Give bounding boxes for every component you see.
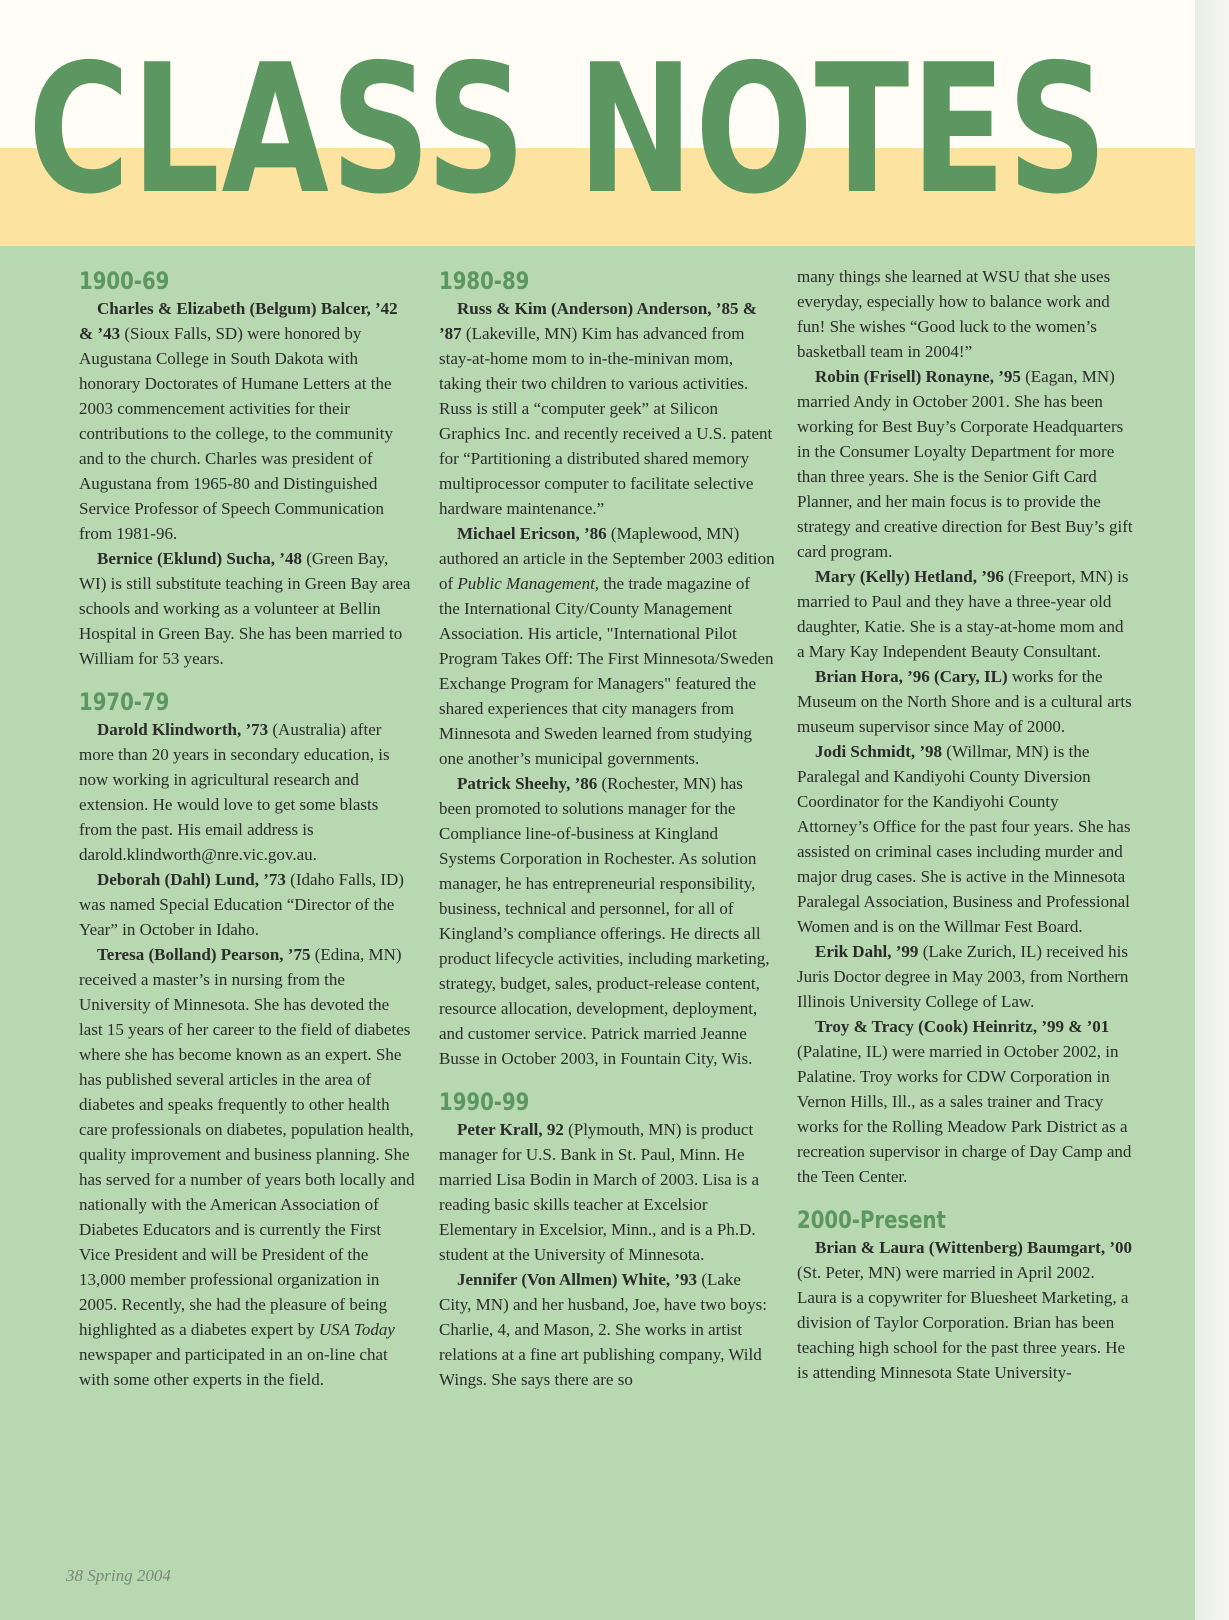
alumni-name: Deborah (Dahl) Lund, ’73 bbox=[97, 870, 286, 889]
page-title: CLASS NOTES bbox=[28, 26, 1109, 233]
alumni-name: Erik Dahl, ’99 bbox=[815, 942, 919, 961]
alumni-name: Jennifer (Von Allmen) White, ’93 bbox=[457, 1270, 698, 1289]
entry-text: (Lakeville, MN) Kim has advanced from stay-at-home mom to in-the-minivan mom, taking their two children to various activities. Russ is still a “computer geek” at Silicon Graphics Inc. and recently received a U.S. patent for “Partitioning a distributed shared memory multiprocessor computer to facilitate selective hardware maintenance.” bbox=[439, 324, 773, 518]
publication-title: Public Management, bbox=[457, 574, 600, 593]
alumni-name: Brian Hora, ’96 (Cary, IL) bbox=[815, 667, 1008, 686]
section-heading: 1980-89 bbox=[439, 267, 530, 295]
section-heading: 1970-79 bbox=[79, 688, 170, 716]
class-note-entry bbox=[797, 739, 1133, 939]
entry-text: (Eagan, MN) married Andy in October 2001. She has been working for Best Buy’s Corporate Headquarters in the Consumer Loyalty Department for more than three years. She is the Senior Gift Card Planner, and her main focus is to provide the strategy and creative direction for Best Buy’s gift card program. bbox=[797, 367, 1133, 561]
class-note-entry bbox=[79, 296, 415, 546]
entry-text: (Freeport, MN) is married to Paul and they have a three-year old daughter, Katie. She is a stay-at-home mom and a Mary Kay Independent Beauty Consultant. bbox=[797, 567, 1129, 661]
class-note-entry bbox=[797, 939, 1133, 1014]
class-note-entry bbox=[797, 1235, 1133, 1385]
entry-text: many things she learned at WSU that she uses everyday, especially how to balance work and fun! She wishes “Good luck to the women’s basketball team in 2004!” bbox=[797, 267, 1111, 361]
section-heading: 1990-99 bbox=[439, 1088, 530, 1116]
entry-text: (Rochester, MN) has been promoted to solutions manager for the Compliance line-of-business at Kingland Systems Corporation in Rochester. As solution manager, he has entrepreneurial responsibility, business, technical and personnel, for all of Kingland’s compliance offerings. He directs all product lifecycle activities, including marketing, strategy, budget, sales, product-release content, resource allocation, development, deployment, and customer service. Patrick married Jeanne Busse in October 2003, in Fountain City, Wis. bbox=[439, 774, 770, 1068]
entry-text: (Australia) after more than 20 years in secondary education, is now working in agricultural research and extension. He would love to get some blasts from the past. His email address is darold.klindworth@nre.vic.gov.au. bbox=[79, 720, 390, 864]
entry-text: (Maplewood, MN) authored an article in the September 2003 edition of bbox=[439, 524, 775, 593]
entry-text: works for the Museum on the North Shore and is a cultural arts museum supervisor since May of 2000. bbox=[797, 667, 1132, 736]
entry-text: the trade magazine of the International City/County Management Association. His article, "International Pilot Program Takes Off: The First Minnesota/Sweden Exchange Program for Managers" featured the shared experiences that city managers from Minnesota and Sweden learned from studying one another’s municipal governments. bbox=[439, 574, 774, 768]
class-note-entry bbox=[797, 264, 1133, 364]
alumni-name: Mary (Kelly) Hetland, ’96 bbox=[815, 567, 1004, 586]
class-note-entry bbox=[439, 296, 775, 521]
class-note-entry bbox=[797, 564, 1133, 664]
section-heading: 1900-69 bbox=[79, 267, 170, 295]
class-note-entry bbox=[439, 1267, 775, 1392]
publication-title: USA Today bbox=[318, 1320, 395, 1339]
entry-text: (St. Peter, MN) were married in April 2002. Laura is a copywriter for Bluesheet Marketing, a division of Taylor Corporation. Brian has been teaching high school for the past three years. He is attending Minnesota State University- bbox=[797, 1263, 1129, 1382]
entry-text: (Idaho Falls, ID) was named Special Education “Director of the Year” in October in Idaho. bbox=[79, 870, 404, 939]
entry-text: (Willmar, MN) is the Paralegal and Kandiyohi County Diversion Coordinator for the Kandiyohi County Attorney’s Office for the past four years. She has assisted on criminal cases including murder and major drug cases. She is active in the Minnesota Paralegal Association, Business and Professional Women and is on the Willmar Fest Board. bbox=[797, 742, 1131, 936]
entry-text: (Lake Zurich, IL) received his Juris Doctor degree in May 2003, from Northern Illinois University College of Law. bbox=[797, 942, 1129, 1011]
page-footer: 38 Spring 2004 bbox=[66, 1566, 171, 1585]
class-note-entry bbox=[79, 867, 415, 942]
entry-text: (Green Bay, WI) is still substitute teaching in Green Bay area schools and working as a volunteer at Bellin Hospital in Green Bay. She has been married to William for 53 years. bbox=[79, 549, 411, 668]
entry-text: newspaper and participated in an on-line chat with some other experts in the field. bbox=[79, 1345, 388, 1389]
alumni-name: Russ & Kim (Anderson) Anderson, ’85 & ’87 bbox=[439, 299, 757, 343]
alumni-name: Darold Klindworth, ’73 bbox=[97, 720, 269, 739]
class-note-entry bbox=[439, 1117, 775, 1267]
alumni-name: Troy & Tracy (Cook) Heinritz, ’99 & ’01 bbox=[815, 1017, 1110, 1036]
entry-text: (Sioux Falls, SD) were honored by Augustana College in South Dakota with honorary Doctorates of Humane Letters at the 2003 commencement activities for their contributions to the college, to the community and to the church. Charles was president of Augustana from 1965-80 and Distinguished Service Professor of Speech Communication from 1981-96. bbox=[79, 324, 393, 543]
class-note-entry bbox=[439, 771, 775, 1071]
page-edge bbox=[1195, 0, 1229, 1620]
column-3 bbox=[797, 264, 1133, 1385]
alumni-name: Robin (Frisell) Ronayne, ’95 bbox=[815, 367, 1021, 386]
entry-text: (Palatine, IL) were married in October 2002, in Palatine. Troy works for CDW Corporation in Vernon Hills, Ill., as a sales trainer and Tracy works for the Rolling Meadow Park District as a recreation supervisor in charge of Day Camp and the Teen Center. bbox=[797, 1042, 1132, 1186]
alumni-name: Jodi Schmidt, ’98 bbox=[815, 742, 943, 761]
class-note-entry bbox=[79, 942, 415, 1392]
alumni-name: Teresa (Bolland) Pearson, ’75 bbox=[97, 945, 311, 964]
entry-text: (Lake City, MN) and her husband, Joe, have two boys: Charlie, 4, and Mason, 2. She works in artist relations at a fine art publishing company, Wild Wings. She says there are so bbox=[439, 1270, 767, 1389]
section-heading: 2000-Present bbox=[797, 1206, 946, 1234]
alumni-name: Charles & Elizabeth (Belgum) Balcer, ’42 & ’43 bbox=[79, 299, 398, 343]
entry-text: (Edina, MN) received a master’s in nursing from the University of Minnesota. She has devoted the last 15 years of her career to the field of diabetes where she has become known as an expert. She has published several articles in the area of diabetes and speaks frequently to other health care professionals on diabetes, population health, quality improvement and business planning. She has served for a number of years both locally and nationally with the American Association of Diabetes Educators and is currently the First Vice President and will be President of the 13,000 member professional organization in 2005. Recently, she had the pleasure of being highlighted as a diabetes expert by bbox=[79, 945, 415, 1339]
class-note-entry bbox=[797, 364, 1133, 564]
entry-text: (Plymouth, MN) is product manager for U.S. Bank in St. Paul, Minn. He married Lisa Bodin in March of 2003. Lisa is a reading basic skills teacher at Excelsior Elementary in Excelsior, Minn., and is a Ph.D. student at the University of Minnesota. bbox=[439, 1120, 760, 1264]
alumni-name: Brian & Laura (Wittenberg) Baumgart, ’00 bbox=[815, 1238, 1132, 1257]
column-2 bbox=[439, 266, 775, 1392]
class-note-entry bbox=[797, 1014, 1133, 1189]
class-note-entry bbox=[439, 521, 775, 771]
alumni-name: Michael Ericson, ’86 bbox=[457, 524, 607, 543]
class-note-entry bbox=[79, 717, 415, 867]
alumni-name: Bernice (Eklund) Sucha, ’48 bbox=[97, 549, 302, 568]
class-note-entry bbox=[797, 664, 1133, 739]
alumni-name: Peter Krall, 92 bbox=[457, 1120, 564, 1139]
column-1 bbox=[79, 266, 415, 1392]
class-note-entry bbox=[79, 546, 415, 671]
alumni-name: Patrick Sheehy, ’86 bbox=[457, 774, 598, 793]
